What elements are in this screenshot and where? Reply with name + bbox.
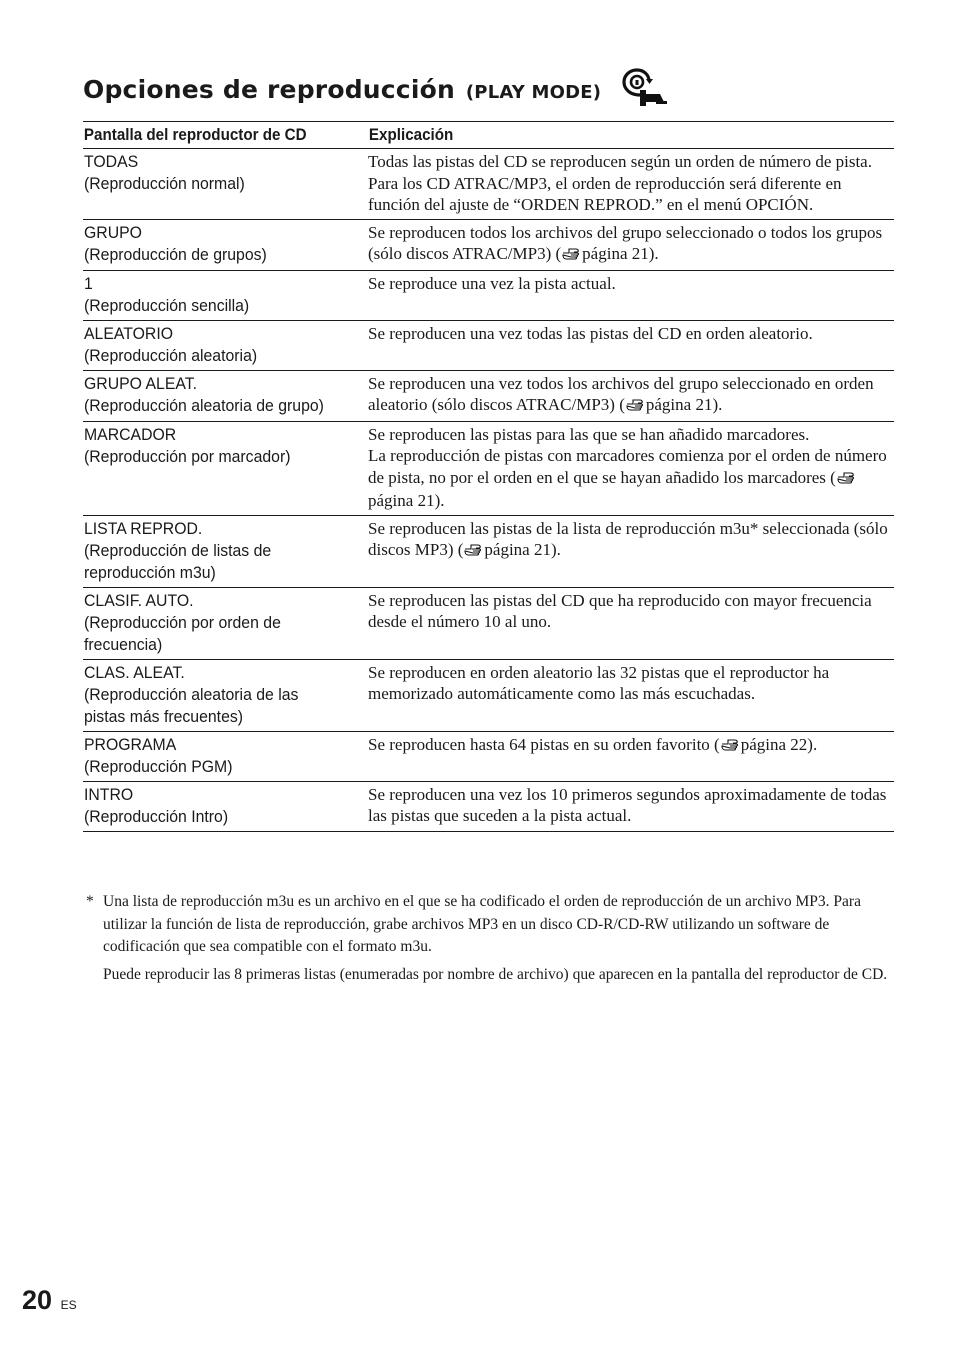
display-description: frecuencia) <box>84 634 163 654</box>
title-text: Opciones de reproducción <box>83 75 455 104</box>
explanation-text: Se reproducen las pistas del CD que ha reproducido con mayor frecuencia desde el número 10 al uno. <box>368 590 872 631</box>
cell-display <box>83 781 368 831</box>
cell-display <box>83 587 368 659</box>
cell-explanation <box>368 731 894 781</box>
cell-explanation <box>368 421 894 515</box>
display-label: GRUPO ALEAT. <box>84 373 198 393</box>
page-title <box>83 68 668 114</box>
page-reference-icon <box>562 245 580 267</box>
explanation-text: Para los CD ATRAC/MP3, el orden de reproducción será diferente en función del ajuste de “ORDEN REPROD.” en el menú OPCIÓN. <box>368 173 842 214</box>
page-number-value: 20 <box>22 1285 53 1315</box>
page-reference-icon <box>464 541 482 563</box>
table-row <box>83 421 894 515</box>
explanation-text: página 21). <box>368 491 445 510</box>
explanation-text: página 21). <box>645 395 723 414</box>
display-label: MARCADOR <box>84 424 177 444</box>
explanation-text: Se reproduce una vez la pista actual. <box>368 273 616 293</box>
cell-explanation <box>368 659 894 731</box>
explanation-text: Todas las pistas del CD se reproducen según un orden de número de pista. <box>368 152 872 171</box>
display-label: CLAS. ALEAT. <box>84 662 185 682</box>
table-body <box>83 149 894 832</box>
display-label: TODAS <box>84 152 139 171</box>
cell-display <box>83 659 368 731</box>
page-reference-icon <box>837 469 855 491</box>
display-description: (Reproducción por marcador) <box>84 446 291 466</box>
explanation-text: página 22). <box>740 734 818 754</box>
column-header-display: Pantalla del reproductor de CD <box>83 126 307 144</box>
footnote <box>83 891 898 987</box>
table-header-row <box>83 122 894 149</box>
cell-explanation <box>368 515 894 587</box>
display-description: (Reproducción aleatoria de las <box>84 684 299 704</box>
page-number <box>22 1285 77 1316</box>
display-description: (Reproducción aleatoria) <box>84 345 258 365</box>
cell-display <box>83 149 368 220</box>
cell-display <box>83 731 368 781</box>
table-row <box>83 659 894 731</box>
cell-explanation <box>368 587 894 659</box>
display-description: (Reproducción de grupos) <box>84 244 267 264</box>
explanation-text: página 21). <box>582 244 659 263</box>
explanation-text: Se reproducen una vez todas las pistas del CD en orden aleatorio. <box>368 323 813 343</box>
explanation-text: Se reproducen en orden aleatorio las 32 pistas que el reproductor ha memorizado automáticamente como las más escuchadas. <box>368 662 830 703</box>
column-header-explanation: Explicación <box>368 126 454 144</box>
cell-explanation <box>368 219 894 270</box>
explanation-text: Se reproducen las pistas para las que se han añadido marcadores. <box>368 424 810 444</box>
display-label: ALEATORIO <box>84 323 174 343</box>
display-label: INTRO <box>84 784 134 804</box>
display-label: 1 <box>84 273 93 293</box>
display-description: (Reproducción PGM) <box>84 756 233 776</box>
display-description: (Reproducción de listas de <box>84 540 272 560</box>
display-label: LISTA REPROD. <box>84 518 203 538</box>
display-description: (Reproducción sencilla) <box>84 295 250 315</box>
explanation-text: Se reproducen una vez todos los archivos del grupo seleccionado en orden aleatorio (sólo discos ATRAC/MP3) ( <box>368 373 874 414</box>
page-language: ES <box>60 1298 77 1312</box>
cell-explanation <box>368 781 894 831</box>
display-label: PROGRAMA <box>84 734 177 754</box>
display-description: (Reproducción Intro) <box>84 806 229 826</box>
table-row <box>83 781 894 831</box>
footnote-text: Una lista de reproducción m3u es un archivo en el que se ha codificado el orden de reproducción de un archivo MP3. Para utilizar la función de lista de reproducción, grabe archivos MP3 en un disco CD-R/CD-RW utilizando un software de codificación que sea compatible con el formato m3u. <box>103 893 861 955</box>
display-description: reproducción m3u) <box>84 562 216 582</box>
cell-display <box>83 515 368 587</box>
page-reference-icon <box>626 396 644 418</box>
cell-display <box>83 320 368 370</box>
display-description: pistas más frecuentes) <box>84 706 244 726</box>
cell-display <box>83 421 368 515</box>
table-row <box>83 731 894 781</box>
table-row <box>83 515 894 587</box>
cell-explanation <box>368 149 894 220</box>
explanation-text: Se reproducen las pistas de la lista de reproducción m3u* seleccionada (sólo discos MP3) ( <box>368 518 888 559</box>
display-description: (Reproducción por orden de <box>84 612 281 632</box>
table-row <box>83 587 894 659</box>
footnote-marker: * <box>86 893 94 910</box>
table-row <box>83 219 894 270</box>
cell-display <box>83 370 368 421</box>
explanation-text: La reproducción de pistas con marcadores comienza por el orden de número de pista, no por el orden en el que se hayan añadido los marcadores ( <box>368 446 887 487</box>
table-row <box>83 270 894 320</box>
table-row <box>83 370 894 421</box>
explanation-text: Se reproducen una vez los 10 primeros segundos aproximadamente de todas las pistas que suceden a la pista actual. <box>368 784 887 825</box>
cell-display <box>83 219 368 270</box>
table-row <box>83 149 894 220</box>
footnote-extra: Puede reproducir las 8 primeras listas (enumeradas por nombre de archivo) que aparecen en la pantalla del reproductor de CD. <box>103 965 888 983</box>
cell-explanation <box>368 320 894 370</box>
footnote-main <box>83 891 898 959</box>
cell-explanation <box>368 370 894 421</box>
cell-display <box>83 270 368 320</box>
explanation-text: Se reproducen todos los archivos del grupo seleccionado o todos los grupos (sólo discos ATRAC/MP3) ( <box>368 222 883 263</box>
display-label: GRUPO <box>84 222 142 242</box>
explanation-text: Se reproducen hasta 64 pistas en su orden favorito ( <box>368 734 720 754</box>
play-mode-repeat-icon <box>616 68 668 114</box>
explanation-text: página 21). <box>484 540 561 559</box>
table-row <box>83 320 894 370</box>
play-mode-table <box>83 121 894 832</box>
page-reference-icon <box>721 736 739 758</box>
display-label: CLASIF. AUTO. <box>84 590 194 610</box>
title-mode-label: (PLAY MODE) <box>465 82 602 103</box>
display-description: (Reproducción normal) <box>84 174 245 193</box>
cell-explanation <box>368 270 894 320</box>
display-description: (Reproducción aleatoria de grupo) <box>84 395 324 415</box>
